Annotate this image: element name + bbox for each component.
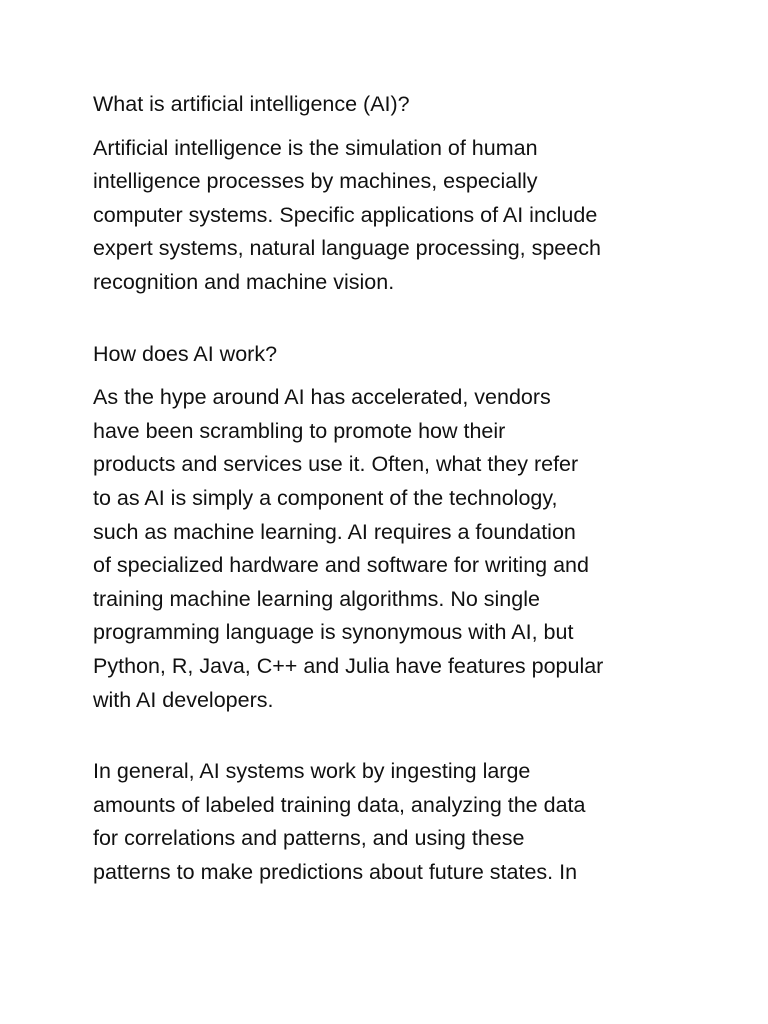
document-content: [93, 88, 693, 889]
text-line: training machine learning algorithms. No single: [93, 586, 540, 611]
text-line: programming language is synonymous with AI, but: [93, 620, 574, 645]
text-line: expert systems, natural language processing, speech: [93, 236, 601, 261]
text-line: As the hype around AI has accelerated, vendors: [93, 385, 551, 410]
section-spacer: [93, 300, 693, 338]
text-line: to as AI is simply a component of the technology,: [93, 485, 558, 510]
text-line: computer systems. Specific applications of AI include: [93, 202, 598, 227]
text-line: of specialized hardware and software for writing and: [93, 553, 589, 578]
text-line: Python, R, Java, C++ and Julia have features popular: [93, 653, 604, 678]
section-heading-how-ai-works: How does AI work?: [93, 341, 278, 366]
text-line: such as machine learning. AI requires a foundation: [93, 519, 576, 544]
paragraph-ai-definition: [93, 132, 693, 300]
text-line: with AI developers.: [93, 687, 274, 712]
text-line: products and services use it. Often, what they refer: [93, 452, 579, 477]
text-line: amounts of labeled training data, analyzing the data: [93, 792, 586, 817]
text-line: In general, AI systems work by ingesting large: [93, 759, 531, 784]
text-line: intelligence processes by machines, especially: [93, 169, 538, 194]
text-line: have been scrambling to promote how their: [93, 418, 506, 443]
text-line: patterns to make predictions about future states. In: [93, 859, 578, 884]
section-heading-what-is-ai: What is artificial intelligence (AI)?: [93, 92, 410, 116]
text-line: Artificial intelligence is the simulation of human: [93, 135, 538, 160]
paragraph-ai-hype: [93, 381, 693, 717]
text-line: recognition and machine vision.: [93, 269, 395, 294]
paragraph-ai-training: [93, 755, 693, 889]
text-line: for correlations and patterns, and using these: [93, 826, 525, 851]
section-spacer: [93, 717, 693, 755]
